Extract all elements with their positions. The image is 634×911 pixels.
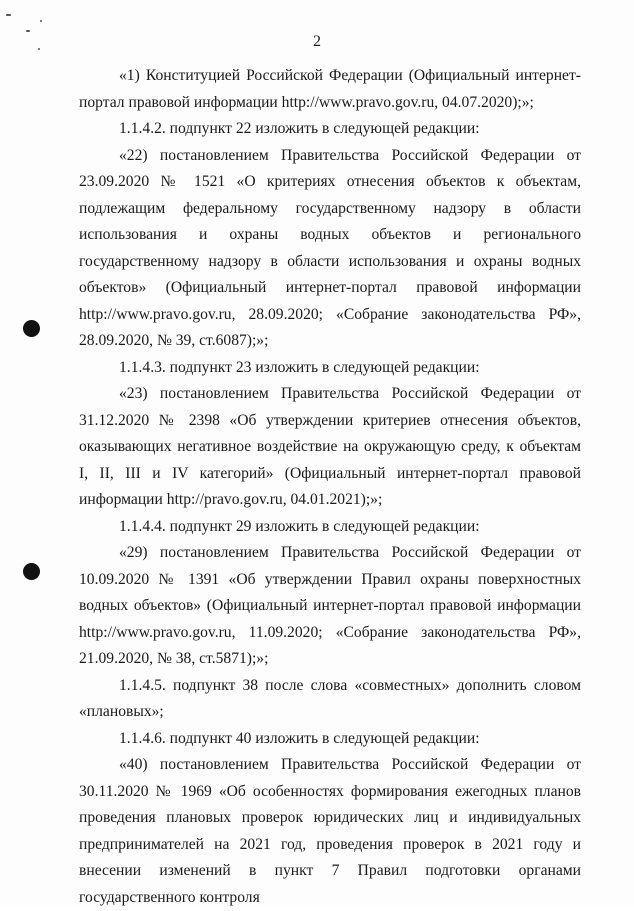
scan-speck	[26, 30, 30, 32]
paragraph-item-1-amendment: «1) Конституцией Российской Федерации (Официальный интернет-портал правовой информации http://www.pravo.gov.ru, 04.07.2020);»;	[79, 67, 581, 111]
document-body	[79, 63, 581, 911]
punch-hole-bottom	[23, 563, 40, 580]
scan-speck	[40, 20, 42, 22]
paragraph-item-23-amendment: «23) постановлением Правительства Российской Федерации от 31.12.2020 № 2398 «Об утверждении критериев отнесения объектов, оказывающих негативное воздействие на окружающую среду, к объектам I, II, III и IV категорий» (Официальный интернет-портал правовой информации http://pravo.gov.ru, 04.01.2021);»;	[79, 385, 581, 508]
scan-speck	[6, 14, 11, 16]
punch-hole-top	[23, 320, 40, 337]
paragraph-subclause-40-heading: 1.1.4.6. подпункт 40 изложить в следующей редакции:	[119, 729, 480, 747]
paragraph-subclause-23-heading: 1.1.4.3. подпункт 23 изложить в следующей редакции:	[119, 358, 480, 376]
paragraph-item-40-amendment: «40) постановлением Правительства Российской Федерации от 30.11.2020 № 1969 «Об особенностях формирования ежегодных планов проведения плановых проверок юридических лиц и индивидуальных предпринимателей на 2021 год, проведения проверок в 2021 году и внесении изменений в пункт 7 Правил подготовки органами государственного контроля	[79, 756, 581, 906]
page-number: 2	[313, 33, 321, 50]
paragraph-item-29-amendment: «29) постановлением Правительства Российской Федерации от 10.09.2020 № 1391 «Об утверждении Правил охраны поверхностных водных объектов» (Официальный интернет-портал правовой информации http://www.pravo.gov.ru, 11.09.2020; «Собрание законодательства РФ», 21.09.2020, № 38, ст.5871);»;	[79, 544, 581, 667]
paragraph-subclause-22-heading: 1.1.4.2. подпункт 22 изложить в следующей редакции:	[119, 120, 480, 137]
paragraph-subclause-29-heading: 1.1.4.4. подпункт 29 изложить в следующей редакции:	[119, 517, 480, 535]
paragraph-subclause-38-amendment: 1.1.4.5. подпункт 38 после слова «совместных» дополнить словом «плановых»;	[79, 676, 581, 720]
paragraph-item-22-amendment: «22) постановлением Правительства Российской Федерации от 23.09.2020 № 1521 «О критериях отнесения объектов к объектам, подлежащим федеральному государственному надзору в области использования и охраны водных объектов и регионального государственному надзору в области использования и охраны водных объектов» (Официальный интернет-портал правовой информации http://www.pravo.gov.ru, 28.09.2020; «Собрание законодательства РФ», 28.09.2020, № 39, ст.6087);»;	[79, 146, 581, 349]
